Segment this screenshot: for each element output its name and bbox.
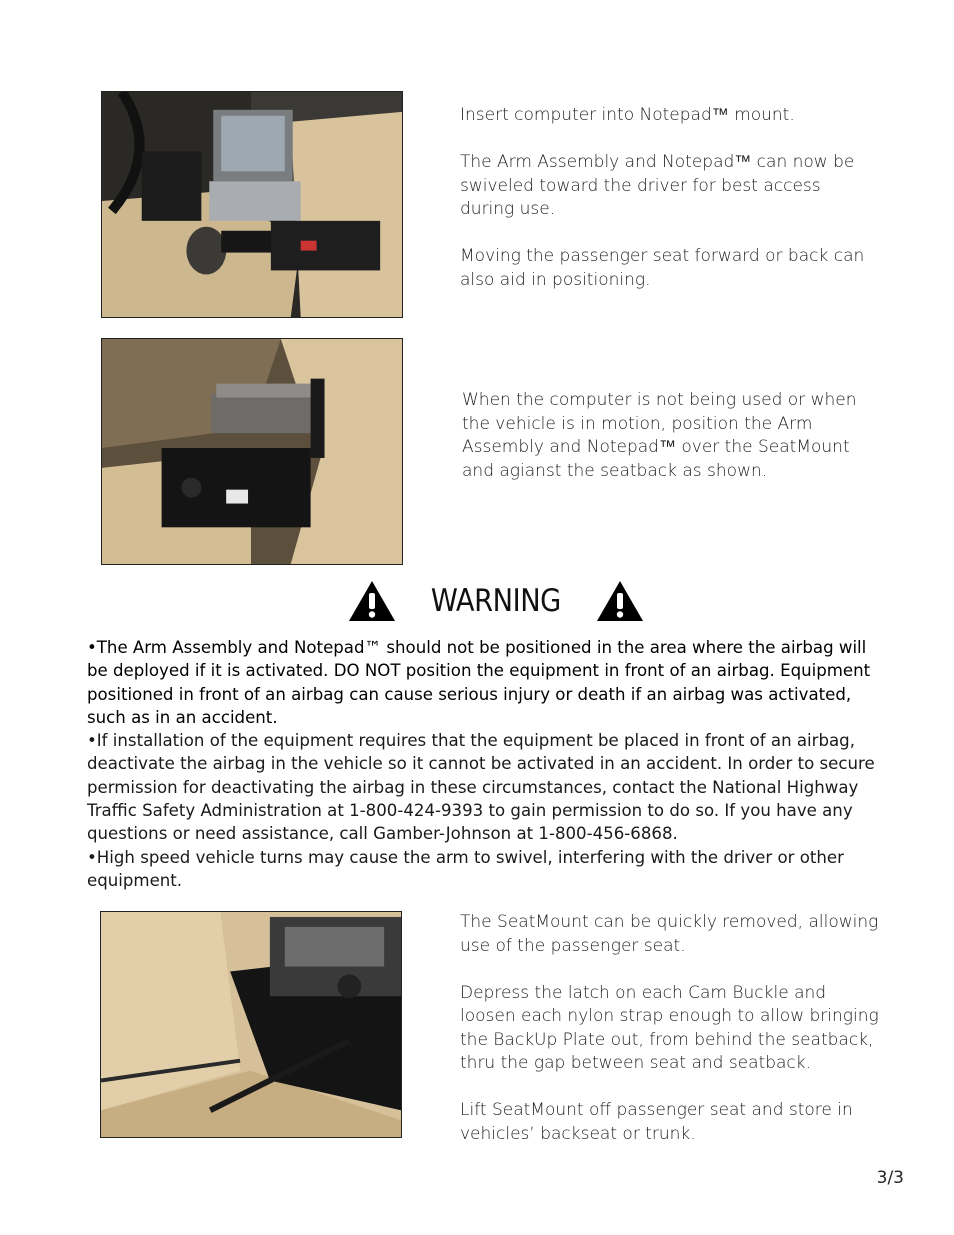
- caption-paragraph: Insert computer into Notepad™ mount.: [460, 105, 795, 125]
- warning-bullet: •The Arm Assembly and Notepad™ should not be positioned in the area where the airbag will be deployed if it is activated. DO NOT position the equipment in front of an airbag. Equipment positioned in front of an airbag can cause serious injury or death if an airbag was activated, such as in an accident.: [87, 638, 871, 727]
- caption-paragraph: When the computer is not being used or when the vehicle is in motion, position the Arm Assembly and Notepad™ over the SeatMount and agianst the seatback as shown.: [462, 390, 857, 481]
- caption-section-3: [460, 911, 880, 1146]
- warning-bullet: •High speed vehicle turns may cause the arm to swivel, interfering with the driver or other equipment.: [87, 847, 844, 890]
- warning-title: WARNING: [430, 583, 561, 619]
- warning-bullet: •If installation of the equipment requires that the equipment be placed in front of an airbag, deactivate the airbag in the vehicle so it cannot be activated in an accident. In order to secure permission for deactivating the airbag in these circumstances, contact the National Highway Traffic Safety Administration at 1-800-424-9393 to gain permission to do so. If you have any questions or need assistance, call Gamber-Johnson at 1-800-456-6868.: [87, 731, 875, 844]
- caption-paragraph: Depress the latch on each Cam Buckle and loosen each nylon strap enough to allow bringing the BackUp Plate out, from behind the seatback, thru the gap between seat and seatback.: [460, 982, 879, 1073]
- caption-paragraph: Moving the passenger seat forward or back can also aid in positioning.: [460, 246, 865, 290]
- photo-seatmount-removal: [100, 911, 402, 1138]
- warning-triangle-icon: [348, 579, 396, 623]
- caption-section-2: [462, 389, 882, 483]
- caption-paragraph: Lift SeatMount off passenger seat and store in vehicles’ backseat or trunk.: [460, 1100, 853, 1144]
- caption-paragraph: The SeatMount can be quickly removed, allowing use of the passenger seat.: [460, 912, 879, 956]
- warning-body: [87, 636, 887, 892]
- photo-arm-stowed: [101, 338, 403, 565]
- warning-triangle-icon: [596, 579, 644, 623]
- caption-section-1: [460, 104, 880, 292]
- photo-laptop-mount: [101, 91, 403, 318]
- caption-paragraph: The Arm Assembly and Notepad™ can now be swiveled toward the driver for best access during use.: [460, 152, 855, 219]
- page-number: 3/3: [876, 1168, 904, 1188]
- warning-header: [348, 578, 644, 624]
